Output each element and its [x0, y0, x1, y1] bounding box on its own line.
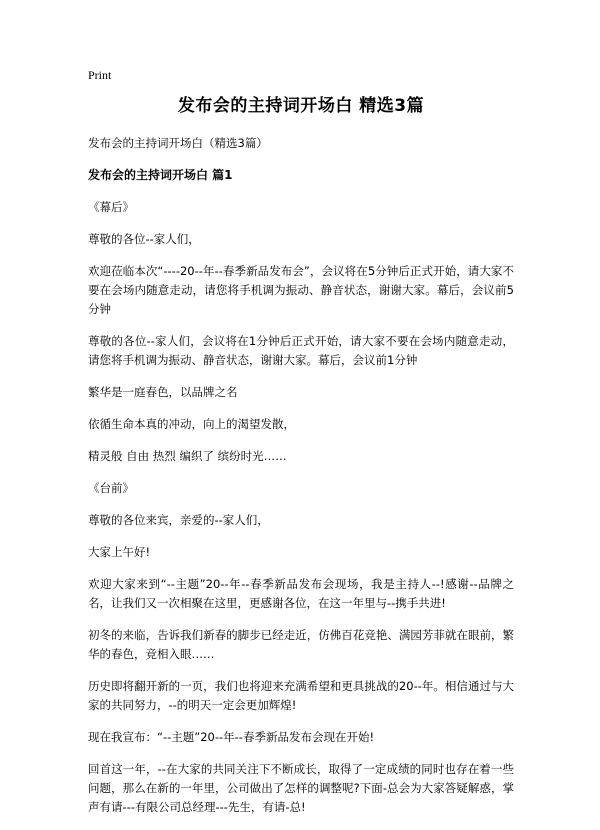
paragraph: 依循生命本真的冲动，向上的渴望发散， [88, 417, 295, 431]
paragraph: 尊敬的各位来宾，亲爱的--家人们， [88, 513, 269, 527]
paragraph: 大家上午好! [88, 545, 151, 559]
document-subtitle: 发布会的主持词开场白（精选3篇） [88, 136, 268, 150]
paragraph: 精灵般 自由 热烈 编织了 缤纷时光…… [88, 449, 287, 463]
paragraph: 繁华是一庭春色，以品牌之名 [88, 385, 238, 399]
paragraph: 欢迎莅临本次“----20--年--春季新品发布会”，会议将在5分钟后正式开始，请大家不要在会场内随意走动，请您将手机调为振动、静音状态，谢谢大家。幕后，会议前5分钟 [88, 264, 514, 316]
paragraph: 欢迎大家来到“--主题”20--年--春季新品发布会现场，我是主持人--!感谢--品牌之名，让我们又一次相聚在这里，更感谢各位，在这一年里与--携手共进! [88, 577, 514, 610]
page-title: 发布会的主持词开场白 精选3篇 [177, 96, 425, 116]
paragraph: 回首这一年，--在大家的共同关注下不断成长，取得了一定成绩的同时也存在着一些问题，那么在新的一年里，公司做出了怎样的调整呢?下面-总会为大家答疑解惑，掌声有请---有限公司总经理---先生，有请-总! [88, 762, 514, 814]
paragraph: 现在我宣布：“--主题”20--年--春季新品发布会现在开始! [88, 730, 375, 744]
print-button[interactable]: Print [88, 68, 112, 82]
paragraph: 初冬的来临，告诉我们新春的脚步已经走近，仿佛百花竞艳、满园芳菲就在眼前，繁华的春色，竞相入眼…… [88, 628, 514, 661]
paragraph: 《台前》 [88, 481, 134, 495]
paragraph: 《幕后》 [88, 200, 134, 214]
paragraph: 尊敬的各位--家人们，会议将在1分钟后正式开始，请大家不要在会场内随意走动，请您将手机调为振动、静音状态，谢谢大家。幕后，会议前1分钟 [88, 334, 514, 367]
paragraph: 历史即将翻开新的一页，我们也将迎来充满希望和更具挑战的20--年。相信通过与大家的共同努力，--的明天一定会更加辉煌! [88, 679, 514, 712]
document-body [88, 88, 514, 830]
paragraph: 尊敬的各位--家人们， [88, 232, 200, 246]
section-heading: 发布会的主持词开场白 篇1 [88, 168, 233, 182]
